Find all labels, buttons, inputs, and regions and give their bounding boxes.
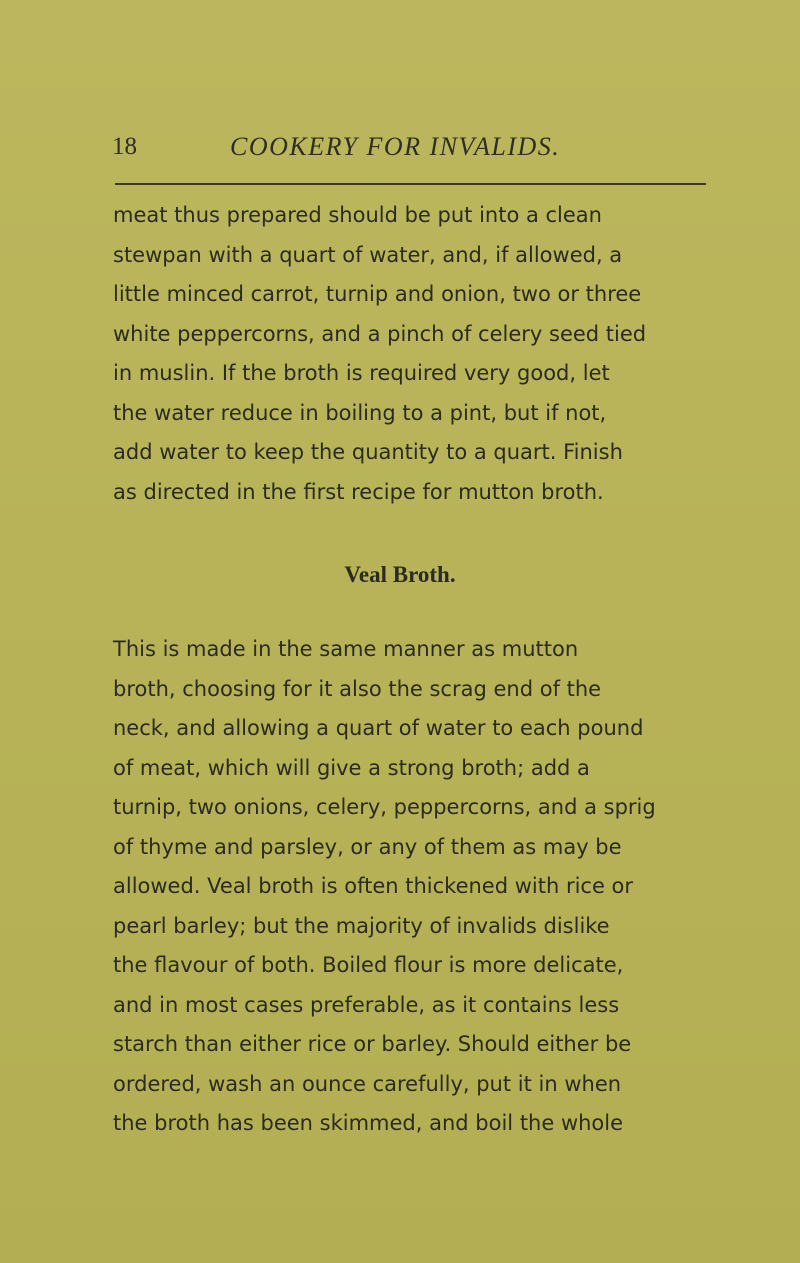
- running-head: COOKERY FOR INVALIDS.: [230, 132, 561, 161]
- text-line: as directed in the first recipe for mutton broth.: [113, 479, 604, 504]
- text-line: of meat, which will give a strong broth; add a: [113, 755, 590, 780]
- text-line: white peppercorns, and a pinch of celery seed tied: [113, 321, 647, 346]
- text-line: ordered, wash an ounce carefully, put it in when: [113, 1071, 622, 1096]
- text-line: the flavour of both. Boiled flour is more delicate,: [113, 953, 624, 977]
- text-line: allowed. Veal broth is often thickened with rice or: [113, 874, 634, 898]
- text-line: turnip, two onions, celery, peppercorns, and a sprig: [113, 795, 656, 819]
- text-line: meat thus prepared should be put into a clean: [113, 203, 602, 227]
- text-line: stewpan with a quart of water, and, if allowed, a: [113, 242, 623, 267]
- page-header: [0, 130, 800, 170]
- text-line: and in most cases preferable, as it contains less: [113, 992, 620, 1017]
- paragraph-1: [113, 196, 646, 512]
- text-line: This is made in the same manner as mutton: [113, 637, 579, 661]
- text-line: in muslin. If the broth is required very good, let: [113, 361, 610, 385]
- text-line: neck, and allowing a quart of water to each pound: [113, 716, 644, 740]
- paragraph-2: [113, 630, 656, 1144]
- text-line: of thyme and parsley, or any of them as may be: [113, 834, 622, 859]
- text-line: starch than either rice or barley. Should either be: [113, 1032, 632, 1056]
- text-line: add water to keep the quantity to a quart. Finish: [113, 440, 623, 464]
- header-rule: [115, 183, 706, 185]
- section-title: Veal Broth.: [344, 562, 456, 587]
- text-line: little minced carrot, turnip and onion, two or three: [113, 282, 642, 306]
- text-line: the water reduce in boiling to a pint, but if not,: [113, 400, 607, 425]
- text-line: the broth has been skimmed, and boil the whole: [113, 1111, 624, 1135]
- text-line: broth, choosing for it also the scrag end of the: [113, 676, 602, 701]
- page-number: 18: [112, 133, 137, 160]
- text-line: pearl barley; but the majority of invalids dislike: [113, 913, 610, 938]
